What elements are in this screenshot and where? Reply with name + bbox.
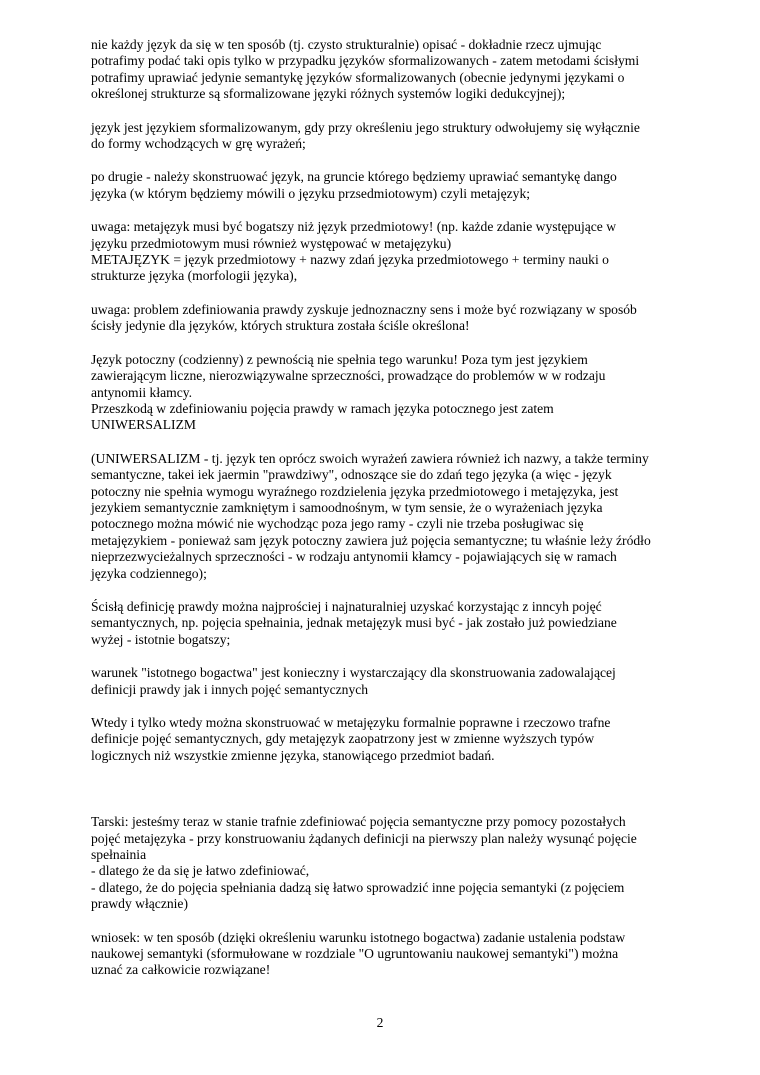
paragraph-strict-definition: Ścisłą definicję prawdy można najprościej i najnaturalniej uzyskać korzystając z inncyh pojęć semantycznych, np. pojęcia spełnainia, jednak metajęzyk musi być - jak zostało już powiedziane wyżej - istotnie bogatszy;	[91, 598, 617, 647]
paragraph-metalanguage-richer: uwaga: metajęzyk musi być bogatszy niż język przedmiotowy! (np. każde zdanie występujące w języku przedmiotowym musi również występować w metajęzyku) METAJĘZYK = język przedmiotowy + nazwy zdań języka przedmiotowego + terminy nauki o strukturze języka (morfologii języka),	[91, 219, 617, 284]
paragraph-formalized-language: język jest językiem sformalizowanym, gdy przy określeniu jego struktury odwołujemy się wyłącznie do formy wchodzących w grę wyrażeń;	[91, 119, 640, 152]
paragraph-everyday-language: Język potoczny (codzienny) z pewnością nie spełnia tego warunku! Poza tym jest językiem zawierającym liczne, nierozwiązywalne sprzeczności, prowadzące do problemów w w rodzaju antynomii kłamcy. Przeszkodą w zdefiniowaniu pojęcia prawdy w ramach języka potocznego jest zatem UNIWERSALIZM	[91, 351, 606, 433]
paragraph-truth-problem: uwaga: problem zdefiniowania prawdy zyskuje jednoznaczny sens i może być rozwiązany w sposób ścisły jedynie dla języków, których struktura została ściśle określona!	[91, 301, 637, 334]
blank-gap	[91, 764, 681, 814]
paragraph-metalanguage: po drugie - należy skonstruować język, na gruncie którego będziemy uprawiać semantykę dango języka (w którym będziemy mówili o języku przsedmiotowym) czyli metajęzyk;	[91, 169, 617, 201]
paragraph-structural-description: nie każdy język da się w ten sposób (tj. czysto strukturalnie) opisać - dokładnie rzecz ujmując potrafimy podać taki opis tylko w przypadku języków sformalizowanych - zatem metodami ścisłymi potrafimy uprawiać jedynie semantykę języków sformalizowanych (obecnie jedynymi językami o określonej strukturze są sformalizowane języki różnych systemów logiki dedukcyjnej);	[91, 37, 640, 102]
page-number: 2	[376, 1015, 384, 1030]
paragraph-conclusion: wniosek: w ten sposób (dzięki określeniu warunku istotnego bogactwa) zadanie ustalenia podstaw naukowej semantyki (sformułowane w rozdziale "O ugruntowaniu naukowej semantyki") można uznać za całkowicie rozwiązane!	[91, 929, 626, 978]
paragraph-universalism: (UNIWERSALIZM - tj. język ten oprócz swoich wyrażeń zawiera również ich nazwy, a także terminy semantyczne, takei iek jaermin "prawdziwy", odnoszące sie do zdań tego języka (a więc - język potoczny nie spełnia wymogu wyraźnego rozdzielenia języka przedmiotowego i metajęzyka, jest jezykiem semantycznie zamkniętym i samoodnośnym, w tym sensie, że o wyrażeniach języka potocznego można mówić nie wychodząc poza jego ramy - czyli nie trzeba posługiwac się metajęzykiem - ponieważ sam język potoczny zawiera już pojęcia semantyczne; tu właśnie leży źródło nieprzezwycieżalnych sprzeczności - w rodzaju antynomii kłamcy - pojawiających się w ramach języka codziennego);	[91, 450, 651, 581]
page-body	[91, 37, 681, 996]
paragraph-essential-richness: warunek "istotnego bogactwa" jest konieczny i wystarczający dla skonstruowania zadowalającej definicji prawdy jak i innych pojęć semantycznych	[91, 665, 616, 697]
paragraph-higher-types: Wtedy i tylko wtedy można skonstruować w metajęzyku formalnie poprawne i rzeczowo trafne definicje pojęć semantycznych, gdy metajęzyk zaopatrzony jest w zmienne wyższych typów logicznych niż wszystkie zmienne języka, stanowiącego przedmiot badań.	[91, 715, 611, 763]
paragraph-tarski: Tarski: jesteśmy teraz w stanie trafnie zdefiniować pojęcia semantyczne przy pomocy pozostałych pojęć metajęzyka - przy konstruowaniu żądanych definicji na pierwszy plan należy wysunąć pojęcie spełnainia - dlatego że da się je łatwo zdefiniować, - dlatego, że do pojęcia spełniania dadzą się łatwo sprowadzić inne pojęcia semantyki (z pojęciem prawdy włącznie)	[91, 814, 637, 912]
